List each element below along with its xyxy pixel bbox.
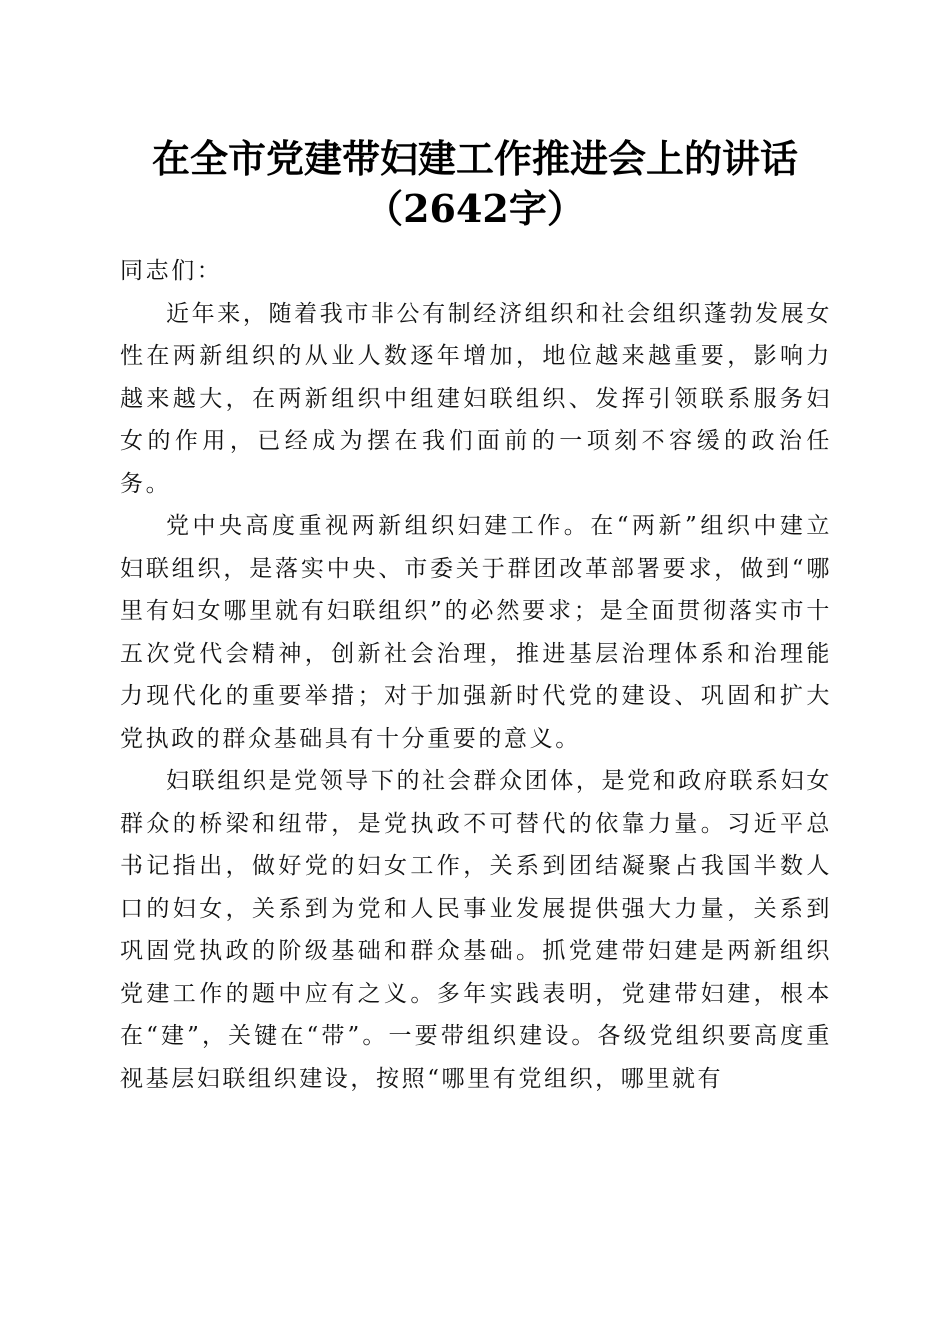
paragraph-2: 党中央高度重视两新组织妇建工作。在“两新”组织中建立妇联组织，是落实中央、市委关于群团改革部署要求，做到“哪里有妇女哪里就有妇联组织”的必然要求；是全面贯彻落实市十五次党代会精神，创新社会治理，推进基层治理体系和治理能力现代化的重要举措；对于加强新时代党的建设、巩固和扩大党执政的群众基础具有十分重要的意义。 [120,513,832,752]
paragraph-3: 妇联组织是党领导下的社会群众团体，是党和政府联系妇女群众的桥梁和纽带，是党执政不可替代的依靠力量。习近平总书记指出，做好党的妇女工作，关系到团结凝聚占我国半数人口的妇女，关系到为党和人民事业发展提供强大力量，关系到巩固党执政的阶级基础和群众基础。抓党建带妇建是两新组织党建工作的题中应有之义。多年实践表明，党建带妇建，根本在“建”，关键在“带”。一要带组织建设。各级党组织要高度重视基层妇联组织建设，按照“哪里有党组织，哪里就有 [120,768,832,1092]
document-title: 在全市党建带妇建工作推进会上的讲话（2642字） [151,136,798,231]
document-body [120,250,832,1100]
salutation: 同志们： [120,258,223,284]
paragraph-1: 近年来，随着我市非公有制经济组织和社会组织蓬勃发展女性在两新组织的从业人数逐年增加，地位越来越重要，影响力越来越大，在两新组织中组建妇联组织、发挥引领联系服务妇女的作用，已经成为摆在我们面前的一项刻不容缓的政治任务。 [120,300,832,497]
